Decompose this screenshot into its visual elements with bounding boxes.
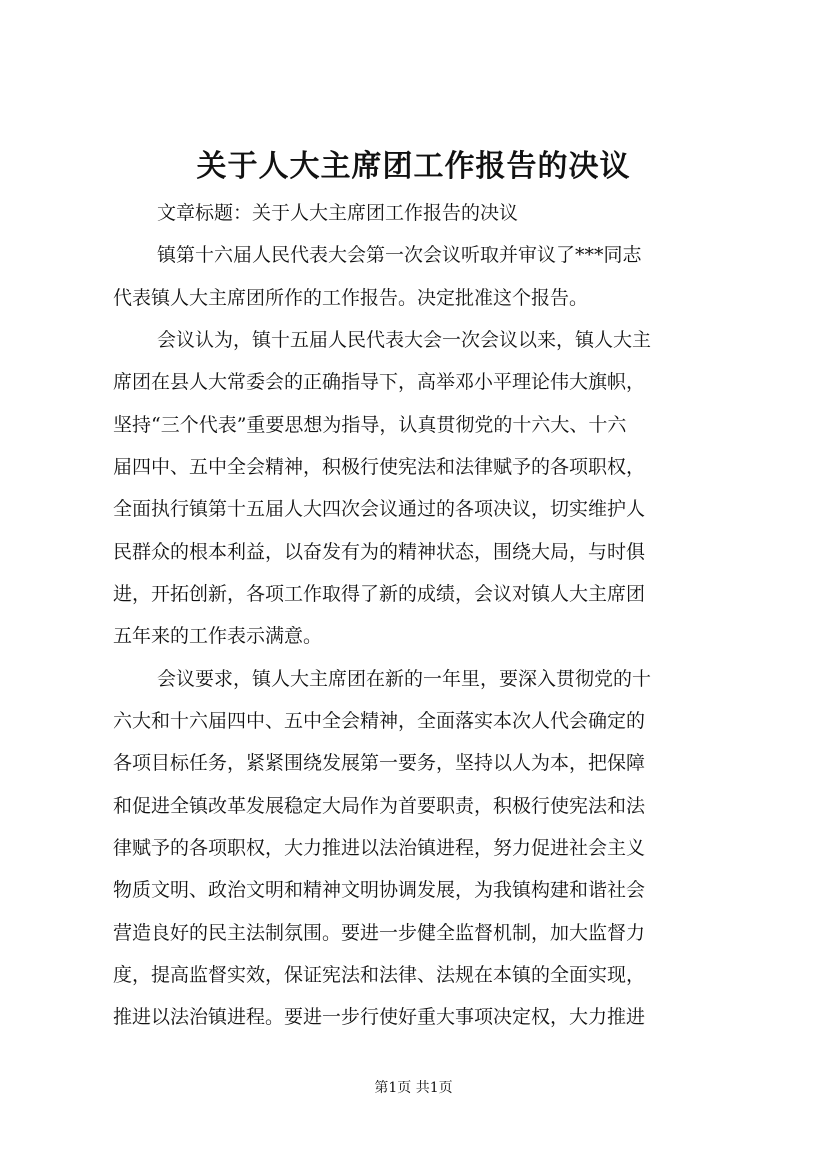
paragraph-line: 物质文明、政治文明和精神文明协调发展，为我镇构建和谐社会 [113, 879, 646, 901]
article-title-line: 文章标题：关于人大主席团工作报告的决议 [157, 202, 519, 224]
paragraph-line: 五年来的工作表示满意。 [113, 625, 323, 647]
paragraph-line: 镇第十六届人民代表大会第一次会议听取并审议了***同志 [157, 244, 642, 266]
paragraph-line: 六大和十六届四中、五中全会精神，全面落实本次人代会确定的 [113, 710, 646, 732]
paragraph-line: 代表镇人大主席团所作的工作报告。决定批准这个报告。 [113, 287, 589, 309]
document-title: 关于人大主席团工作报告的决议 [196, 149, 631, 184]
paragraph-line: 会议要求，镇人大主席团在新的一年里，要深入贯彻党的十 [157, 668, 652, 690]
paragraph-line: 和促进全镇改革发展稳定大局作为首要职责，积极行使宪法和法 [113, 795, 646, 817]
paragraph-line: 推进以法治镇进程。要进一步行使好重大事项决定权，大力推进 [113, 1006, 646, 1028]
paragraph-line: 度，提高监督实效，保证宪法和法律、法规在本镇的全面实现， [113, 964, 646, 986]
paragraph-line: 坚持“三个代表”重要思想为指导，认真贯彻党的十六大、十六 [113, 414, 627, 436]
paragraph-line: 届四中、五中全会精神，积极行使宪法和法律赋予的各项职权， [113, 456, 646, 478]
paragraph-line: 席团在县人大常委会的正确指导下，高举邓小平理论伟大旗帜， [113, 371, 646, 393]
paragraph-line: 全面执行镇第十五届人大四次会议通过的各项决议，切实维护人 [113, 498, 646, 520]
paragraph-line: 民群众的根本利益，以奋发有为的精神状态，围绕大局，与时俱 [113, 541, 646, 563]
page-number-footer: 第1页 共1页 [374, 1080, 453, 1096]
paragraph-line: 会议认为，镇十五届人民代表大会一次会议以来，镇人大主 [157, 329, 652, 351]
paragraph-line: 各项目标任务，紧紧围绕发展第一要务，坚持以人为本，把保障 [113, 752, 646, 774]
paragraph-line: 进，开拓创新，各项工作取得了新的成绩，会议对镇人大主席团 [113, 583, 646, 605]
paragraph-line: 营造良好的民主法制氛围。要进一步健全监督机制，加大监督力 [113, 922, 646, 944]
paragraph-line: 律赋予的各项职权，大力推进以法治镇进程，努力促进社会主义 [113, 837, 646, 859]
